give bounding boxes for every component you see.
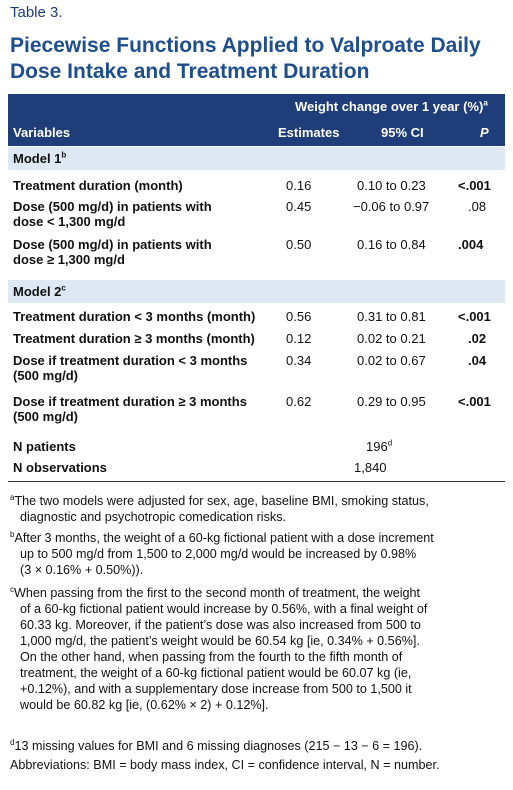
header-variables: Variables bbox=[13, 125, 71, 140]
footnote-c bbox=[10, 585, 505, 713]
footnote-c-line: of a 60-kg fictional patient would increase by 0.56%, with a final weight of bbox=[20, 602, 428, 616]
footnote-a-line: diagnostic and psychotropic comedication risks. bbox=[20, 510, 286, 524]
row-estimate: 0.62 bbox=[286, 394, 312, 409]
row-ci: 0.02 to 0.21 bbox=[357, 331, 426, 346]
n-patients-value: 196$^d$ bbox=[366, 438, 393, 454]
row-p: <.001 bbox=[458, 394, 491, 409]
footnote-b-line: (3 × 0.16% + 0.50%)). bbox=[20, 563, 144, 577]
table-label: Table 3. bbox=[10, 4, 63, 21]
row-estimate: 0.34 bbox=[286, 353, 312, 368]
row-ci: 0.31 to 0.81 bbox=[357, 309, 426, 324]
header-p: P bbox=[480, 125, 489, 140]
n-patients-label: N patients bbox=[13, 439, 76, 454]
row-ci: 0.02 to 0.67 bbox=[357, 353, 426, 368]
footnote-c-line: $^c$When passing from the first to the second month of treatment, the weight bbox=[10, 584, 421, 600]
model-2-label: Model 2$^c$ bbox=[13, 283, 66, 299]
row-estimate: 0.56 bbox=[286, 309, 312, 324]
row-variable-cont: dose < 1,300 mg/d bbox=[13, 214, 126, 229]
abbreviations: Abbreviations: BMI = body mass index, CI = confidence interval, N = number. bbox=[10, 758, 440, 772]
row-variable-cont: (500 mg/d) bbox=[13, 409, 79, 424]
row-variable: Treatment duration (month) bbox=[13, 178, 183, 193]
footnote-b bbox=[10, 530, 505, 578]
row-estimate: 0.16 bbox=[286, 178, 312, 193]
row-variable: Treatment duration ≥ 3 months (month) bbox=[13, 331, 255, 346]
model-1-band bbox=[8, 147, 505, 170]
row-p: .04 bbox=[468, 353, 487, 368]
table-bottom-rule bbox=[8, 481, 505, 482]
row-estimate: 0.45 bbox=[286, 199, 312, 214]
footnote-d-line: $^d$13 missing values for BMI and 6 missing diagnoses (215 − 13 − 6 = 196). bbox=[10, 737, 423, 753]
row-p: <.001 bbox=[458, 309, 491, 324]
n-observations-value: 1,840 bbox=[354, 460, 387, 475]
title-line-1: Piecewise Functions Applied to Valproate Daily bbox=[10, 34, 481, 57]
row-p: .08 bbox=[468, 199, 487, 214]
footnote-b-line: up to 500 mg/d from 1,500 to 2,000 mg/d would be increased by 0.98% bbox=[20, 547, 417, 561]
row-ci: 0.29 to 0.95 bbox=[357, 394, 426, 409]
row-ci: 0.16 to 0.84 bbox=[357, 237, 426, 252]
model-2-band bbox=[8, 280, 505, 303]
footnote-c-line: On the other hand, when passing from the fourth to the fifth month of bbox=[20, 650, 403, 664]
header-group-label: Weight change over 1 year (%)$^a$ bbox=[295, 98, 488, 114]
n-observations-label: N observations bbox=[13, 460, 107, 475]
table-header bbox=[8, 94, 505, 146]
row-variable: Dose (500 mg/d) in patients with bbox=[13, 237, 212, 252]
model-1-label: Model 1$^b$ bbox=[13, 150, 67, 166]
row-p: .004 bbox=[458, 237, 484, 252]
row-variable-cont: dose ≥ 1,300 mg/d bbox=[13, 252, 125, 267]
footnote-d bbox=[10, 738, 505, 754]
row-estimate: 0.50 bbox=[286, 237, 312, 252]
footnote-a-line: $^a$The two models were adjusted for sex, age, baseline BMI, smoking status, bbox=[10, 492, 429, 508]
row-variable: Dose if treatment duration ≥ 3 months bbox=[13, 394, 247, 409]
row-ci: 0.10 to 0.23 bbox=[357, 178, 426, 193]
row-variable: Dose if treatment duration < 3 months bbox=[13, 353, 248, 368]
footnote-a bbox=[10, 493, 505, 525]
footnote-c-line: treatment, the weight of a 60-kg fictional patient would be 60.07 kg (ie, bbox=[20, 666, 412, 680]
row-estimate: 0.12 bbox=[286, 331, 312, 346]
table-title bbox=[10, 33, 505, 85]
footnote-c-line: 60.33 kg. Moreover, if the patient’s dose was also increased from 500 to bbox=[20, 618, 421, 632]
row-variable: Treatment duration < 3 months (month) bbox=[13, 309, 256, 324]
row-variable: Dose (500 mg/d) in patients with bbox=[13, 199, 212, 214]
row-p: .02 bbox=[468, 331, 487, 346]
footnote-b-line: $^b$After 3 months, the weight of a 60-kg fictional patient with a dose increment bbox=[10, 529, 434, 545]
row-ci: −0.06 to 0.97 bbox=[353, 199, 430, 214]
footnote-c-line: would be 60.82 kg [ie, (0.62% × 2) + 0.12%]. bbox=[20, 698, 269, 712]
title-line-2: Dose Intake and Treatment Duration bbox=[10, 60, 370, 83]
header-estimates: Estimates bbox=[278, 125, 340, 140]
row-p: <.001 bbox=[458, 178, 491, 193]
row-variable-cont: (500 mg/d) bbox=[13, 368, 79, 383]
header-ci: 95% CI bbox=[381, 125, 424, 140]
footnote-c-line: 1,000 mg/d, the patient’s weight would be 60.54 kg [ie, 0.34% + 0.56%]. bbox=[20, 634, 420, 648]
footnote-c-line: +0.12%), and with a supplementary dose increase from 500 to 1,500 it bbox=[20, 682, 412, 696]
